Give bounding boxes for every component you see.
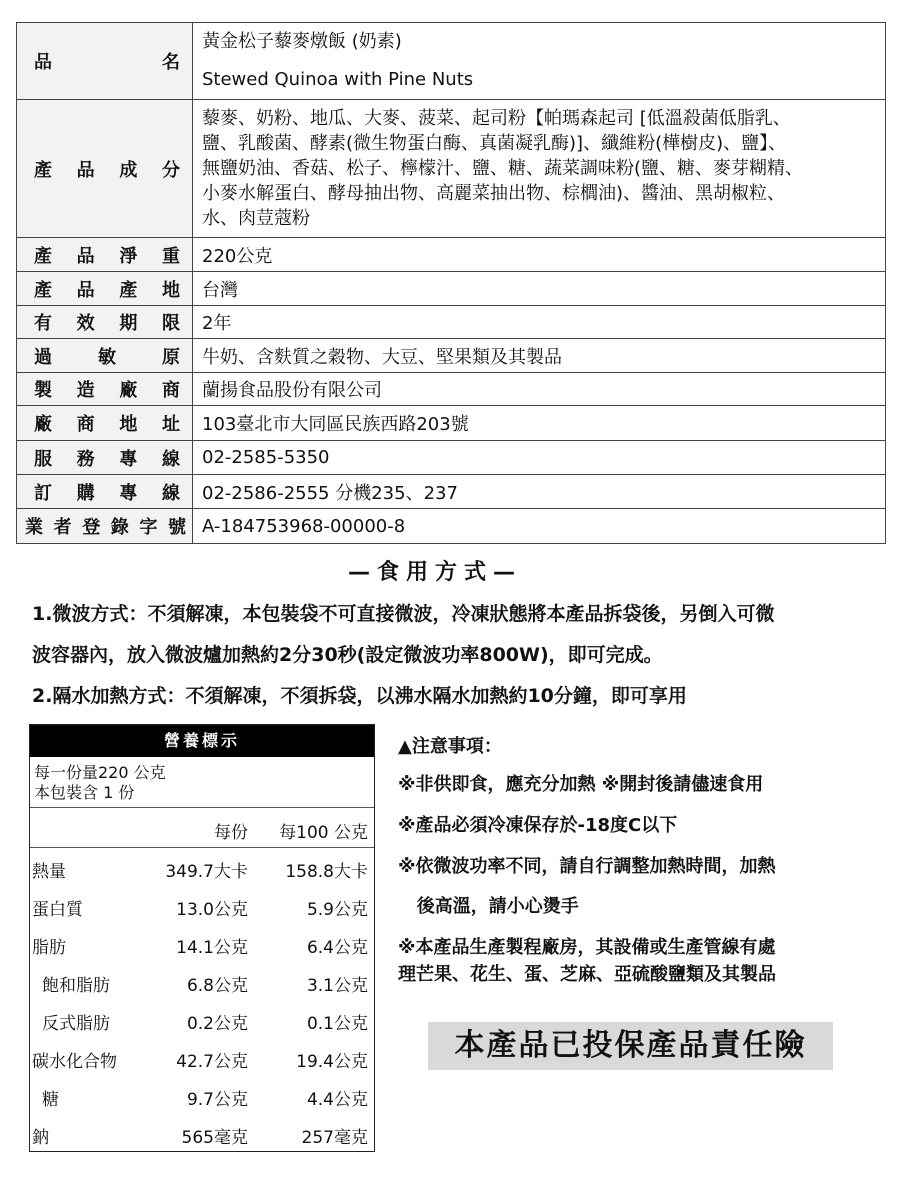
nutrient-per-100g: 3.1公克 [306,976,368,996]
ingredients-line: 水、肉荳蔻粉 [202,208,310,229]
allergen-row [17,339,886,373]
ingredients-row [17,100,886,238]
nutrient-per-100g: 257毫克 [301,1128,368,1148]
nutrient-name: 糖 [42,1090,59,1110]
nutrient-per-serving: 0.2公克 [186,1014,248,1034]
nutrient-name: 蛋白質 [32,900,83,920]
usage-line: 波容器內，放入微波爐加熱約2分30秒(設定微波功率800W)，即可完成。 [32,644,663,666]
nutrient-per-100g: 19.4公克 [296,1052,368,1072]
shelf-life-label: 有效期限 [17,306,193,339]
product-name-en: Stewed Quinoa with Pine Nuts [202,69,474,90]
registration-value: A-184753968-00000-8 [193,509,886,544]
shelf-life-row [17,306,886,339]
nutrition-column-headers [30,808,374,848]
product-name-label: 品名 [17,23,193,100]
nutrient-per-100g: 0.1公克 [306,1014,368,1034]
address-label: 廠商地址 [17,406,193,441]
ingredients-line: 無鹽奶油、香菇、松子、檸檬汁、鹽、糖、蔬菜調味粉(鹽、糖、麥芽糊精、 [202,158,804,179]
net-weight-value: 220公克 [193,238,886,272]
net-weight-label: 產品淨重 [17,238,193,272]
nutrition-row [30,1000,374,1038]
nutrient-per-serving: 13.0公克 [176,900,248,920]
usage-title: —食用方式— [347,560,522,585]
order-line-label: 訂購專線 [17,475,193,509]
service-line-value: 02-2585-5350 [193,441,886,475]
nutrition-row [30,1038,374,1076]
address-value: 103臺北市大同區民族西路203號 [193,406,886,441]
nutrient-per-serving: 9.7公克 [186,1090,248,1110]
insurance-banner: 本產品已投保產品責任險 [428,1022,833,1070]
ingredients-label: 產品成分 [17,100,193,238]
nutrient-per-100g: 4.4公克 [306,1090,368,1110]
service-line-label: 服務專線 [17,441,193,475]
nutrient-name: 熱量 [32,862,66,882]
servings-per-package: 本包裝含 1 份 [34,783,135,802]
nutrient-per-100g: 5.9公克 [306,900,368,920]
note-line: 理芒果、花生、蛋、芝麻、亞硫酸鹽類及其製品 [398,964,776,985]
nutrition-title: 營養標示 [30,725,374,757]
nutrition-row [30,1076,374,1114]
nutrient-per-serving: 565毫克 [181,1128,248,1148]
nutrient-per-serving: 349.7大卡 [165,862,248,882]
product-name-zh: 黃金松子藜麥燉飯 (奶素) [202,31,402,52]
col-per-serving: 每份 [214,823,248,843]
ingredients-line: 藜麥、奶粉、地瓜、大麥、菠菜、起司粉【帕瑪森起司 [低溫殺菌低脂乳、 [202,108,791,129]
allergen-label: 過敏原 [17,339,193,373]
nutrient-name: 鈉 [32,1128,49,1148]
service-line-row [17,441,886,475]
nutrition-row [30,848,374,886]
nutrient-name: 脂肪 [32,938,66,958]
manufacturer-row [17,373,886,406]
nutrition-row [30,962,374,1000]
nutrient-name: 飽和脂肪 [42,976,110,996]
usage-line: 1.微波方式：不須解凍，本包裝袋不可直接微波，冷凍狀態將本產品拆袋後，另倒入可微 [32,603,775,625]
manufacturer-label: 製造廠商 [17,373,193,406]
note-line: ※產品必須冷凍保存於-18度C以下 [398,815,678,836]
product-info-table [16,22,886,544]
nutrient-per-serving: 14.1公克 [176,938,248,958]
nutrition-row [30,886,374,924]
origin-row [17,272,886,306]
product-name-row [17,23,886,100]
net-weight-row [17,238,886,272]
ingredients-text [193,100,886,238]
note-line: ※非供即食，應充分加熱 ※開封後請儘速食用 [398,774,764,795]
nutrition-row [30,924,374,962]
nutrition-row [30,1114,374,1152]
order-line-row [17,475,886,509]
serving-info [30,757,374,808]
order-line-value: 02-2586-2555 分機235、237 [193,475,886,509]
note-line: 後高溫，請小心燙手 [398,896,579,917]
note-line: ※依微波功率不同，請自行調整加熱時間，加熱 [398,856,776,877]
manufacturer-value: 蘭揚食品股份有限公司 [193,373,886,406]
nutrient-per-serving: 6.8公克 [186,976,248,996]
allergen-value: 牛奶、含麩質之穀物、大豆、堅果類及其製品 [193,339,886,373]
shelf-life-value: 2年 [193,306,886,339]
registration-label: 業者登錄字號 [17,509,193,544]
notes-title: ▲注意事項： [398,736,502,757]
nutrient-name: 碳水化合物 [32,1052,117,1072]
col-per-100g: 每100 公克 [279,823,368,843]
serving-size: 每一份量220 公克 [34,763,166,782]
registration-row [17,509,886,544]
origin-label: 產品產地 [17,272,193,306]
nutrient-per-serving: 42.7公克 [176,1052,248,1072]
nutrient-per-100g: 158.8大卡 [285,862,368,882]
ingredients-line: 小麥水解蛋白、酵母抽出物、高麗菜抽出物、棕櫚油)、醬油、黑胡椒粒、 [202,183,786,204]
note-line: ※本產品生產製程廠房，其設備或生產管線有處 [398,937,776,958]
nutrient-per-100g: 6.4公克 [306,938,368,958]
nutrient-name: 反式脂肪 [42,1014,110,1034]
ingredients-line: 鹽、乳酸菌、酵素(微生物蛋白酶、真菌凝乳酶)]、纖維粉(樺樹皮)、鹽】、 [202,133,787,154]
usage-line: 2.隔水加熱方式：不須解凍，不須拆袋，以沸水隔水加熱約10分鐘，即可享用 [32,685,687,707]
address-row [17,406,886,441]
nutrition-table [29,724,375,1152]
origin-value: 台灣 [193,272,886,306]
